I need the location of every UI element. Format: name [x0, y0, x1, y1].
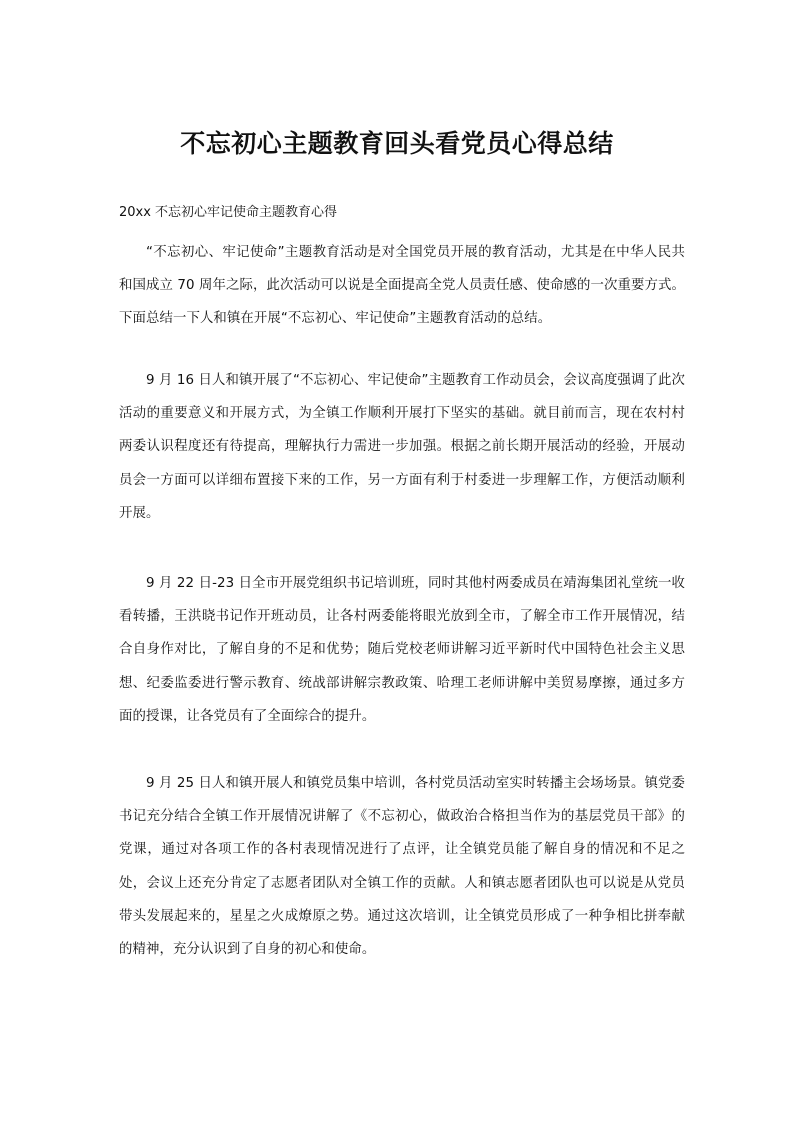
document-subtitle: 20xx 不忘初心牢记使命主题教育心得	[119, 205, 338, 220]
paragraph-intro: “不忘初心、牢记使命”主题教育活动是对全国党员开展的教育活动，尤其是在中华人民共和国成立 70 周年之际，此次活动可以说是全面提高全党人员责任感、使命感的一次重要方式。下面总结一下人和镇在开展“不忘初心、牢记使命”主题教育活动的总结。	[119, 245, 685, 327]
paragraph-sept-16: 9 月 16 日人和镇开展了“不忘初心、牢记使命”主题教育工作动员会，会议高度强调了此次活动的重要意义和开展方式，为全镇工作顺利开展打下坚实的基础。就目前而言，现在农村村两委认识程度还有待提高，理解执行力需进一步加强。根据之前长期开展活动的经验，开展动员会一方面可以详细布置接下来的工作，另一方面有利于村委进一步理解工作，方便活动顺利开展。	[119, 373, 685, 521]
document-title: 不忘初心主题教育回头看党员心得总结	[180, 129, 614, 158]
paragraph-sept-22-23: 9 月 22 日-23 日全市开展党组织书记培训班，同时其他村两委成员在靖海集团礼堂统一收看转播，王洪晓书记作开班动员，让各村两委能将眼光放到全市，了解全市工作开展情况，结合自身作对比，了解自身的不足和优势；随后党校老师讲解习近平新时代中国特色社会主义思想、纪委监委进行警示教育、统战部讲解宗教政策、哈理工老师讲解中美贸易摩擦，通过多方面的授课，让各党员有了全面综合的提升。	[119, 576, 685, 724]
paragraph-sept-25: 9 月 25 日人和镇开展人和镇党员集中培训，各村党员活动室实时转播主会场场景。镇党委书记充分结合全镇工作开展情况讲解了《不忘初心，做政治合格担当作为的基层党员干部》的党课，通过对各项工作的各村表现情况进行了点评，让全镇党员能了解自身的情况和不足之处，会议上还充分肯定了志愿者团队对全镇工作的贡献。人和镇志愿者团队也可以说是从党员带头发展起来的，星星之火成燎原之势。通过这次培训，让全镇党员形成了一种争相比拼奉献的精神，充分认识到了自身的初心和使命。	[119, 776, 685, 958]
